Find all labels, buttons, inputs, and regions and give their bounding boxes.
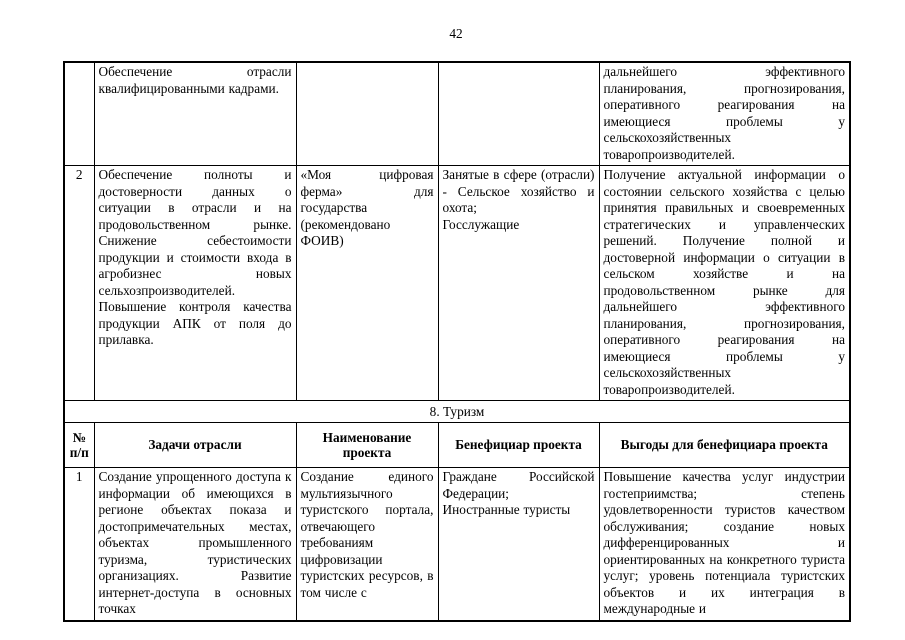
cell-tasks	[94, 468, 296, 621]
beneficiary-paragraph: Граждане Российской Федерации;	[442, 469, 595, 501]
page-number: 42	[449, 26, 463, 41]
header-benefits: Выгоды для бенефициара проекта	[599, 423, 850, 468]
section-title: 8. Туризм	[64, 401, 850, 423]
header-project: Наименование проекта	[296, 423, 438, 468]
table-row-tourism-1	[64, 468, 850, 621]
tasks-paragraph: Обеспечение отрасли квалифицированными кадрами.	[98, 64, 292, 96]
cell-beneficiary	[438, 468, 599, 621]
cell-benefits	[599, 166, 850, 401]
table-row-2	[64, 166, 850, 401]
cell-num	[64, 62, 94, 166]
table-row-continuation	[64, 62, 850, 166]
project-paragraph: Создание единого мультиязычного туристского портала, отвечающего требованиям цифровизации туристских ресурсов, в том числе с	[300, 469, 434, 600]
project-paragraph: «Моя цифровая ферма» для государства (рекомендовано ФОИВ)	[300, 167, 434, 248]
tasks-paragraph: Повышение контроля качества продукции АПК от поля до прилавка.	[98, 299, 292, 347]
section-title-row	[64, 401, 850, 423]
cell-benefits	[599, 62, 850, 166]
benefits-paragraph: Повышение качества услуг индустрии гостеприимства; степень удовлетворенности туристов качеством обслуживания; создание новых дифференцированных и ориентированных на конкретного туриста услуг; уровень потенциала туристских объектов и их интеграция в международные и	[603, 469, 845, 616]
cell-project	[296, 62, 438, 166]
tasks-paragraph: Обеспечение полноты и достоверности данных о ситуации в отрасли и на продовольственном рынке. Снижение себестоимости продукции и стоимости входа в агробизнес новых сельхозпроизводителей.	[98, 167, 292, 298]
cell-project	[296, 468, 438, 621]
cell-beneficiary	[438, 166, 599, 401]
beneficiary-paragraph: Занятые в сфере (отрасли) - Сельское хозяйство и охота;	[442, 167, 595, 215]
cell-tasks	[94, 166, 296, 401]
cell-project	[296, 166, 438, 401]
header-num: № п/п	[64, 423, 94, 468]
projects-table	[63, 61, 851, 622]
cell-benefits	[599, 468, 850, 621]
header-tasks: Задачи отрасли	[94, 423, 296, 468]
header-beneficiary: Бенефициар проекта	[438, 423, 599, 468]
tasks-paragraph: Создание упрощенного доступа к информации об имеющихся в регионе объектах показа и достопримечательных местах, объектах промышленного туризма, туристических организациях. Развитие интернет-доступа в основных точках	[98, 469, 292, 616]
cell-num: 1	[64, 468, 94, 621]
cell-num: 2	[64, 166, 94, 401]
beneficiary-paragraph: Госслужащие	[442, 216, 520, 232]
cell-tasks	[94, 62, 296, 166]
benefits-paragraph: дальнейшего эффективного планирования, прогнозирования, оперативного реагирования на имеющиеся проблемы у сельскохозяйственных товаропроизводителей.	[603, 64, 845, 162]
benefits-paragraph: Получение актуальной информации о состоянии сельского хозяйства с целью принятия правильных и своевременных стратегических и управленческих решений. Получение полной и достоверной информации о ситуации в сельском хозяйстве и на продовольственном рынке для дальнейшего эффективного планирования, прогнозирования, оперативного реагирования на имеющиеся проблемы у сельскохозяйственных товаропроизводителей.	[603, 167, 845, 397]
beneficiary-paragraph: Иностранные туристы	[442, 502, 571, 517]
cell-beneficiary	[438, 62, 599, 166]
table-header-row	[64, 423, 850, 468]
